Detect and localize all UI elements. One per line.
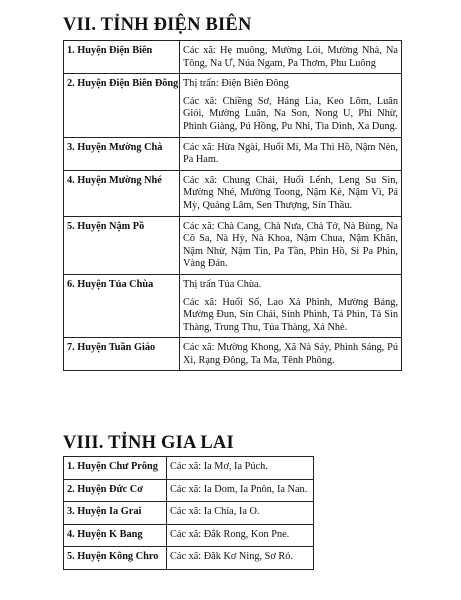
commune-list — [180, 274, 402, 337]
commune-text: Các xã: Đắk Rong, Kon Pne. — [170, 528, 290, 540]
commune-list — [167, 479, 314, 502]
town-text: Thị trấn: Điện Biên Đông — [183, 78, 289, 90]
district-name: 6. Huyện Tủa Chùa — [64, 274, 180, 337]
table-row — [64, 338, 402, 371]
commune-text: Các xã: Chà Cang, Chà Nưa, Chà Tở, Nà Bủng, Na Cô Sa, Nà Hỳ, Nà Khoa, Nậm Chua, Nậm Khăn, Nậm Nhừ, Nậm Tin, Pa Tần, Phìn Hồ, Si Pa Phìn, Vàng Đán. — [183, 220, 398, 270]
district-name: 1. Huyện Điện Biên — [64, 41, 180, 74]
district-name: 2. Huyện Điện Biên Đông — [64, 74, 180, 137]
commune-text: Các xã: Mường Khong, Xã Nà Sáy, Phình Sáng, Pú Xi, Rạng Đông, Ta Ma, Tênh Phông. — [183, 342, 398, 366]
district-name: 5. Huyện Nậm Pồ — [64, 216, 180, 274]
commune-text: Các xã: Ia Dom, Ia Pnôn, Ia Nan. — [170, 483, 308, 495]
table-row — [64, 479, 314, 502]
town-text: Thị trấn Tủa Chùa. — [183, 278, 262, 290]
dien-bien-district-table — [63, 40, 402, 371]
district-name: 3. Huyện Mường Chà — [64, 137, 180, 170]
gia-lai-district-table — [63, 456, 314, 570]
commune-list — [180, 216, 402, 274]
commune-list — [180, 137, 402, 170]
commune-list — [180, 41, 402, 74]
table-row — [64, 457, 314, 480]
district-name: 1. Huyện Chư Prông — [64, 457, 167, 480]
district-name: 4. Huyện K Bang — [64, 524, 167, 547]
district-name: 3. Huyện Ia Grai — [64, 502, 167, 525]
commune-text: Các xã: Chiềng Sơ, Háng Lìa, Keo Lôm, Luân Giói, Mường Luân, Na Son, Nong U, Phì Nhừ, Phình Giàng, Pú Hồng, Pu Nhi, Tìa Dình, Xa Dung. — [183, 95, 398, 132]
commune-text: Các xã: Ia Chía, Ia O. — [170, 506, 260, 518]
district-name: 4. Huyện Mường Nhé — [64, 170, 180, 216]
district-name: 2. Huyện Đức Cơ — [64, 479, 167, 502]
table-row — [64, 547, 314, 570]
commune-text: Các xã: Ia Mơ, Ia Púch. — [170, 461, 268, 472]
table-row — [64, 502, 314, 525]
commune-text: Các xã: Hừa Ngài, Huổi Mí, Ma Thì Hồ, Nậm Nèn, Pa Ham. — [183, 141, 398, 166]
commune-list — [167, 457, 314, 480]
table-row — [64, 74, 402, 137]
section-title-dien-bien: VII. TỈNH ĐIỆN BIÊN — [63, 15, 252, 35]
district-name: 5. Huyện Kông Chro — [64, 547, 167, 570]
table-row — [64, 274, 402, 337]
commune-text: Các xã: Hẹ muông, Mường Lói, Mường Nhà, Na Tông, Na Ư, Núa Ngam, Pa Thơm, Phu Luông — [183, 45, 398, 69]
commune-list — [167, 502, 314, 525]
commune-list — [167, 524, 314, 547]
table-row — [64, 137, 402, 170]
commune-list — [180, 170, 402, 216]
table-row — [64, 41, 402, 74]
table-row — [64, 170, 402, 216]
district-name: 7. Huyện Tuần Giáo — [64, 338, 180, 371]
commune-list — [167, 547, 314, 570]
commune-text: Các xã: Chung Chải, Huổi Lếnh, Leng Su Sìn, Mường Nhé, Mường Toong, Nậm Kè, Nậm Vì, Pá Mỳ, Quảng Lâm, Sen Thượng, Sín Thầu. — [183, 174, 398, 211]
commune-list — [180, 74, 402, 137]
commune-text: Các xã: Huổi Số, Lao Xả Phình, Mường Báng, Mường Đun, Sín Chải, Sính Phình, Tả Phìn, Tả Sìn Thàng, Trung Thu, Tủa Thàng, Xá Nhè. — [183, 296, 398, 333]
commune-text: Các xã: Đăk Kơ Ning, Sơ Ró. — [170, 551, 293, 563]
commune-list — [180, 338, 402, 371]
table-row — [64, 216, 402, 274]
section-title-gia-lai: VIII. TỈNH GIA LAI — [63, 433, 234, 453]
table-row — [64, 524, 314, 547]
